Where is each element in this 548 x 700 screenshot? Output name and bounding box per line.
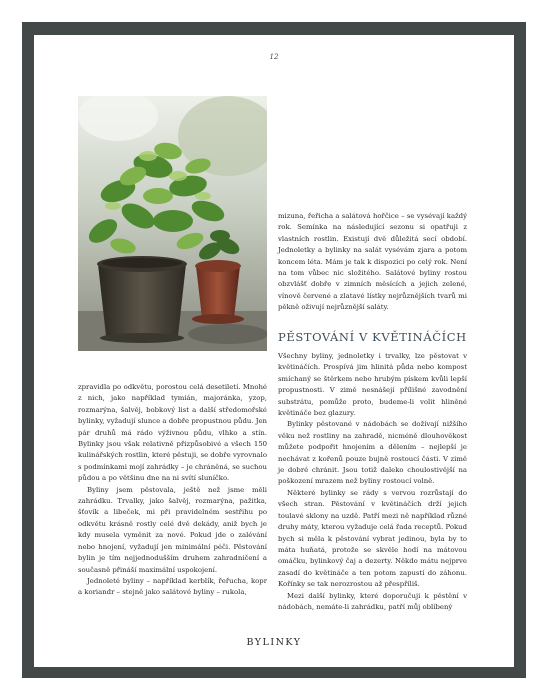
paragraph: Jednoleté byliny – například kerblík, řeřucha, kopr a koriandr – stejně jako salátové byliny – rukola, (78, 576, 267, 597)
herb-pot-illustration (78, 96, 267, 351)
paragraph: Všechny byliny, jednoletky i trvalky, lze pěstovat v květináčích. Prospívá jim hlinitá půda nebo kompost smíchaný se štěrkem nebo hrubým pískem kvůli lepší propustnosti. V zimě nesnášejí přílišné zavodnění substrátu, pomůže proto, budeme-li volit hliněné květináče bez glazury. (278, 352, 467, 418)
paragraph: Mezi další bylinky, které doporučuji k pěstění v nádobách, nemáte-li zahrádku, patří můj oblíbený (278, 591, 467, 611)
section-heading: PĚSTOVÁNÍ V KVĚTINÁČÍCH (278, 330, 467, 344)
paragraph: zpravidla po odkvětu, porostou celá desetiletí. Mnohé z nich, jako například tymián, majoránka, yzop, rozmarýna, šalvěj, bobkový list a další středomořské bylinky, vyžadují slunce a dobře propustnou půdu. Jen pár druhů má rádo výživnou půdu, vlhko a stín. Bylinky jsou však relativně přizpůsobivé a všech 150 kulinářských rostlin, které pěstuji, se dobře vyrovnalo s podmínkami mojí zahrádky – je chráněná, se suchou půdou a po většinu dne na ni svítí sluníčko. (78, 383, 267, 483)
book-page (34, 35, 514, 667)
running-footer: BYLINKY (246, 637, 302, 648)
right-column-bottom (278, 351, 467, 613)
paragraph: Byliny jsem pěstovala, ještě než jsme měli zahrádku. Trvalky, jako šalvěj, rozmarýna, pažitka, šťovík a libeček, mi při pravidelném sestřihu po odkvětu krásně rostly celé dvě dekády, aniž bych je kdy musela vyměnit za nové. Pokud jde o zalévání nebo hnojení, vyžadují jen minimální péči. Pěstování bylin je tím nejjednodušším druhem zahradničení a současně přináší maximální uspokojení. (78, 485, 267, 574)
page-number: 12 (269, 53, 279, 61)
paragraph: Bylinky pěstované v nádobách se dožívají nižšího věku než rostliny na zahradě, nicméně dlouhověkost můžete podpořit hnojením a dělením – nejlepší je nechávat z kořenů pouze bujně rostoucí části. V zimě je dobré chránit. Jsou totiž daleko choulostivější na poškození mrazem než byliny rostoucí volně. (278, 420, 467, 486)
herb-pot-photo (78, 96, 267, 351)
paragraph: Některé bylinky se rády s vervou rozrůstají do všech stran. Pěstování v květináčích drží jejich toulavé sklony na uzdě. Patří mezi ně například různé druhy máty, kterou vyžaduje celá řada receptů. Pokud bych si měla k pěstování vybrat jedinou, byla by to máta huňatá, protože se skvěle hodí na mátovou omáčku, bylinkový čaj a dezerty. Někdo mátu nejprve zasadí do květináče a ten potom zapustí do záhonu. Kořínky se tak nerozrostou až přespříliš. (278, 488, 467, 589)
left-column (78, 382, 267, 599)
paragraph: mizuna, řeřicha a salátová hořčice – se vysévají každý rok. Semínka na následující sezonu si opatřuji z vlastních rostlin. Existují dvě důležitá secí období. Jednoletky a bylinky na salát vysévám zjara a potom koncem léta. Mám je tak k dispozici po celý rok. Není na tom vůbec nic složitého. Salátové byliny rostou obzvlášť dobře v zimních měsících a jejich zelené, vínově červené a zlatavé lístky nejrůznějších tvarů mi pěkně oživují nejrůznější saláty. (278, 212, 467, 312)
right-column-top (278, 211, 467, 314)
